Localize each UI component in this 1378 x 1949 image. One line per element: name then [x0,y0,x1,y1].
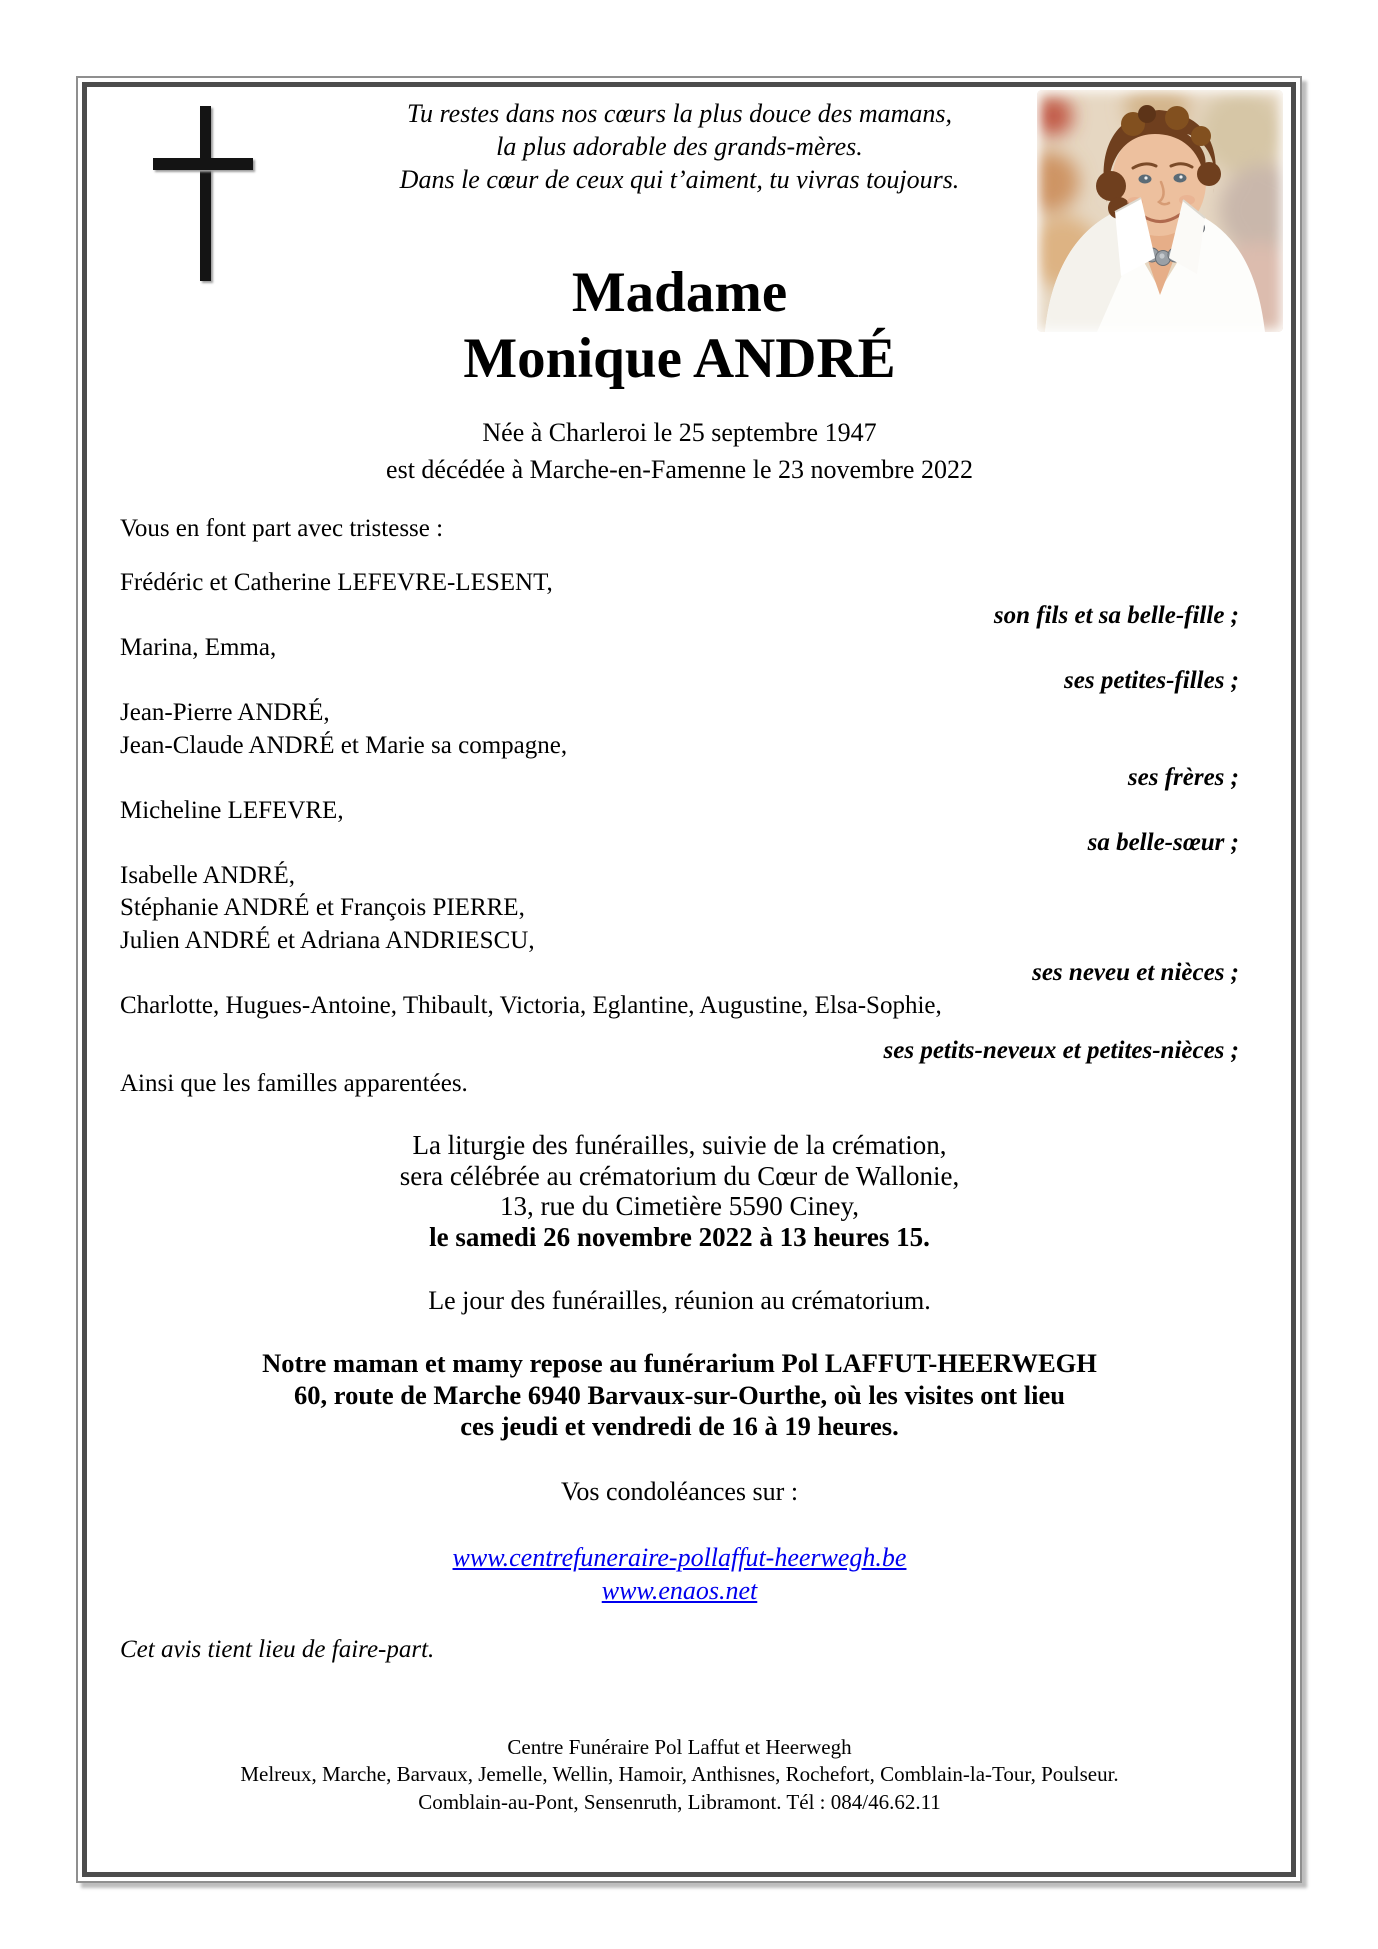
funeral-home-footer [120,1734,1239,1817]
liturgy-line: 13, rue du Cimetière 5590 Ciney, [500,1191,859,1221]
family-name-line: Charlotte, Hugues-Antoine, Thibault, Victoria, Eglantine, Augustine, Elsa-Sophie, [120,991,942,1019]
vital-dates [120,414,1239,488]
family-closing-line: Ainsi que les familles apparentées. [120,1069,468,1097]
family-name-line: Micheline LEFEVRE, [120,796,344,824]
relationship-label: ses petits-neveux et petites-nièces ; [883,1037,1239,1064]
relationship-label: ses petites-filles ; [1064,666,1239,694]
death-line: est décédée à Marche-en-Famenne le 23 novembre 2022 [386,455,973,484]
liturgy-line: sera célébrée au crématorium du Cœur de Wallonie, [399,1160,960,1191]
repose-block [120,1348,1239,1443]
relationship-label: ses neveu et nièces ; [1032,959,1239,986]
family-name-line: Julien ANDRÉ et Adriana ANDRIESCU, [120,926,535,954]
relationship-label: son fils et sa belle-fille ; [993,601,1239,629]
funeral-home-name: Centre Funéraire Pol Laffut et Heerwegh [507,1734,852,1759]
cross-icon-bar [153,158,253,170]
birth-line: Née à Charleroi le 25 septembre 1947 [482,418,877,447]
cross-icon [153,106,253,281]
epitaph-line: Dans le cœur de ceux qui t’aiment, tu vivras toujours. [399,165,960,194]
reunion-line: Le jour des funérailles, réunion au crématorium. [428,1286,931,1315]
epitaph-line: Tu restes dans nos cœurs la plus douce des mamans, [406,99,953,128]
family-name-line: Marina, Emma, [120,634,277,661]
repose-line: Notre maman et mamy repose au funérarium Pol LAFFUT-HEERWEGH [262,1348,1097,1378]
liturgy-datetime: le samedi 26 novembre 2022 à 13 heures 15. [429,1221,930,1252]
family-name-line: Stéphanie ANDRÉ et François PIERRE, [120,894,525,921]
liturgy-block [120,1130,1239,1252]
family-name-line: Frédéric et Catherine LEFEVRE-LESENT, [120,569,553,596]
repose-line: 60, route de Marche 6940 Barvaux-sur-Ourthe, où les visites ont lieu [294,1379,1065,1410]
condolence-links [120,1541,1239,1607]
liturgy-line: La liturgie des funérailles, suivie de la crémation, [412,1130,947,1160]
family-name-line: Jean-Claude ANDRÉ et Marie sa compagne, [120,731,568,759]
honorific: Madame [571,261,788,324]
funeral-home-contact: Comblain-au-Pont, Sensenruth, Libramont. Tél : 084/46.62.11 [418,1789,941,1814]
condolence-link-funeral-home[interactable]: www.centrefuneraire-pollaffut-heerwegh.be [452,1542,907,1572]
relationship-label: sa belle-sœur ; [1087,829,1239,856]
announcement-intro: Vous en font part avec tristesse : [120,515,444,542]
portrait-illustration [1037,90,1283,332]
decorative-frame-inner [82,82,1296,1877]
family-name-line: Isabelle ANDRÉ, [120,861,295,889]
portrait-photo [1037,90,1283,332]
family-name-line: Jean-Pierre ANDRÉ, [120,699,330,726]
relationship-label: ses frères ; [1127,764,1239,791]
deceased-name: Monique ANDRÉ [463,327,896,390]
condolences-label: Vos condoléances sur : [560,1476,799,1506]
family-list [120,567,1239,1100]
legal-notice: Cet avis tient lieu de faire-part. [120,1635,435,1663]
condolence-link-enaos[interactable]: www.enaos.net [601,1575,758,1605]
cross-icon-stem [200,106,211,281]
funeral-home-locations: Melreux, Marche, Barvaux, Jemelle, Wellin, Hamoir, Anthisnes, Rochefort, Comblain-la-Tour, Poulseur. [240,1762,1119,1786]
repose-line: ces jeudi et vendredi de 16 à 19 heures. [460,1411,899,1441]
decorative-frame [76,76,1302,1883]
epitaph-line: la plus adorable des grands-mères. [496,132,863,161]
